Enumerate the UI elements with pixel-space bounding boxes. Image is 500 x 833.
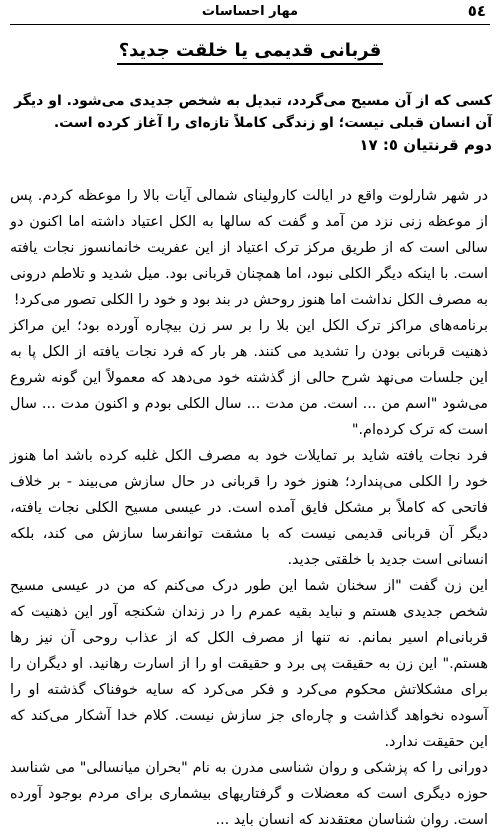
header-rule (10, 24, 490, 25)
paragraph-1: در شهر شارلوت واقع در ایالت کارولینای شمالی آیات بالا را موعظه کردم. پس از موعظه زنی نزد من آمد و گفت که سالها به الکل اعتیاد داشته اما اکنون دو سالی است که از طریق مرکز ترک اعتیاد از این عفریت خانمانسوز نجات یافته است. با اینکه دیگر الکلی نبود، اما همچنان قربانی بود. میل شدید و تلاطم درونی به مصرف الکل نداشت اما هنوز روحش در بند بود و خود را الکلی تصور می‌کرد! (10, 188, 488, 308)
paragraph-3: فرد نجات یافته شاید بر تمایلات خود به مصرف الکل غلبه کرده باشد اما هنوز خود را الکلی می‌پندارد؛ هنوز خود را قربانی در حال سازش می‌بیند - بر خلاف فاتحی که کاملاً بر مشکل فایق آمده است. در عیسی مسیح الکلی نجات یافته، دیگر آن قربانی قدیمی نیست که با مشقت توانفرسا سازش می کند، بلکه انسانی است جدید با خلقتی جدید. (10, 448, 488, 568)
verse-text: کسی که از آن مسیح می‌گردد، تبدیل به شخص جدیدی می‌شود. او دیگر آن انسان قبلی نیست؛ او زندگی کاملاً تازه‌ای را آغاز کرده است. (14, 93, 492, 131)
chapter-title-text: قربانی قدیمی یا خلقت جدید؟ (117, 40, 384, 65)
paragraph-2: برنامه‌های مراکز ترک الکل این بلا را بر سر زن بیچاره آورده بود؛ این مراکز ذهنیت قربانی بودن را تشدید می کنند. هر بار که فرد نجات یافته از الکل پا به این جلسات می‌نهد شرح حالی از گذشته خود می‌دهد که معمولاً این گونه شروع می‌شود "اسم من ... است. من مدت ... سال الکلی بودم و اکنون مدت ... سال است که ترک کرده‌ام." (10, 318, 488, 438)
scripture-quote (8, 90, 492, 156)
paragraph-4: این زن گفت "از سخنان شما این طور درک می‌کنم که من در عیسی مسیح شخص جدیدی هستم و نباید بقیه عمرم را در زندان شکنجه آور این ذهنیت که قربانی‌ام اسیر بمانم. نه تنها از مصرف الکل که از عذاب روحی آن نیز رها هستم." این زن به حقیقت پی برد و حقیقت او را از اسارت رهانید. او دیگران را برای مشکلاتش محکوم می‌کرد و فکر می‌کرد که سایه خوفناک گذشته او را آسوده نخواهد گذاشت و چاره‌ای جز سازش نیست. کلام خدا آشکار می‌کند که این حقیقت ندارد. (10, 578, 488, 750)
paragraph-5: دورانی را که پزشکی و روان شناسی مدرن به نام "بحران میانسالی" می شناسد حوزه دیگری است که معضلات و گرفتاریهای بیشماری برای مردم بوجود آورده است. روان شناسان معتقدند که انسان باید ... (10, 760, 488, 828)
running-header (10, 2, 490, 24)
running-title: مهار احساسات (201, 4, 299, 19)
chapter-title (0, 40, 500, 61)
page-number: ٥٤ (467, 2, 486, 20)
body-text (10, 183, 488, 833)
verse-reference: دوم قرنتیان ٥: ١٧ (359, 136, 492, 154)
